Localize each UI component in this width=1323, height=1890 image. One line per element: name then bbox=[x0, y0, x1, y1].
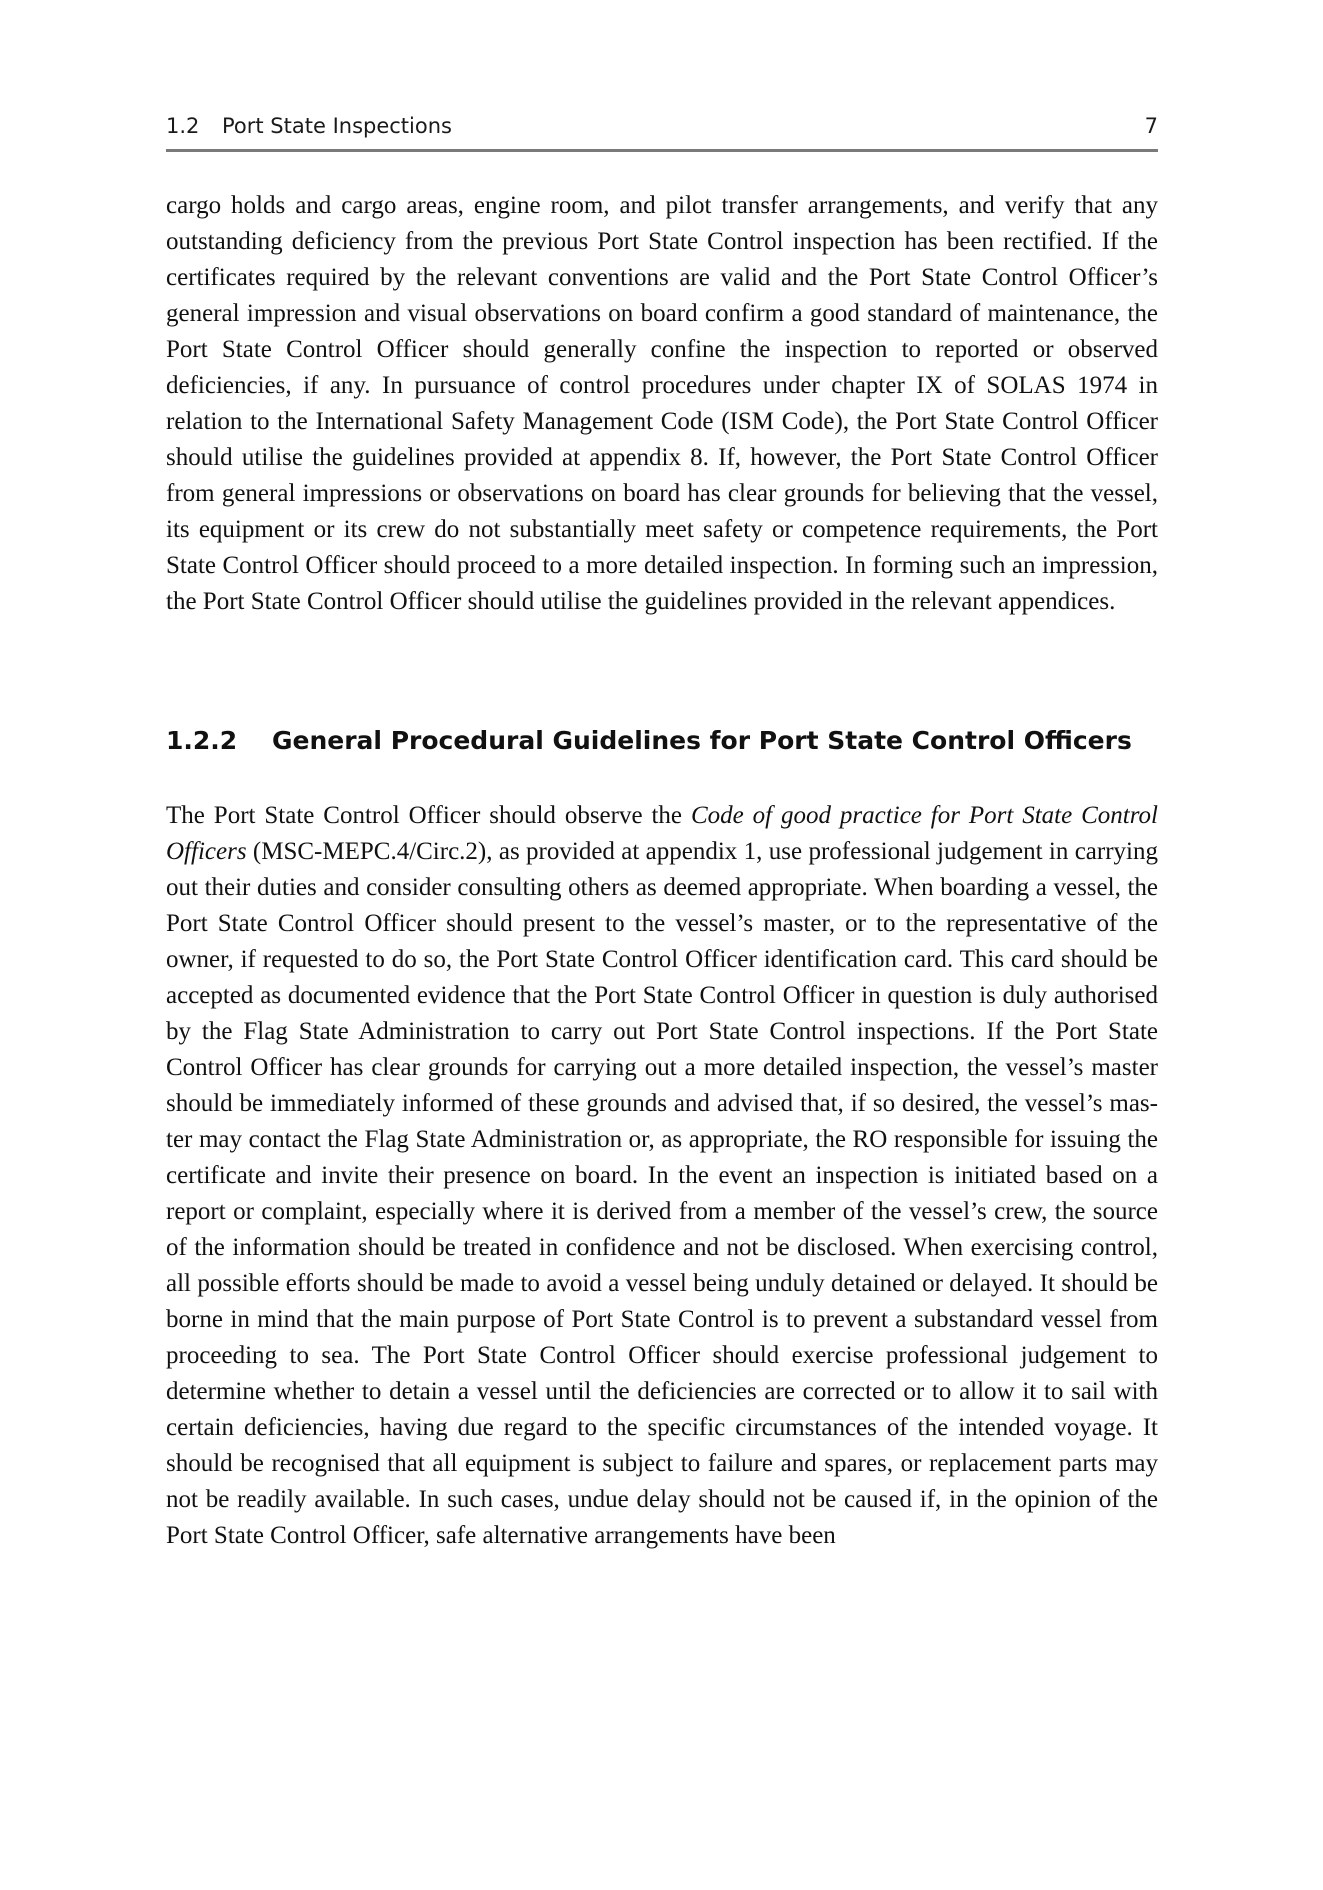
paragraph-procedural-guidelines bbox=[166, 798, 1158, 1554]
section-heading-title: General Procedural Guidelines for Port State Control Officers bbox=[272, 726, 1132, 755]
running-head-section-title: Port State Inspections bbox=[222, 114, 452, 138]
running-head-section-number: 1.2 bbox=[166, 114, 200, 138]
header-rule bbox=[166, 149, 1158, 152]
paragraph-body: (MSC-MEPC.4/Circ.2), as provided at appendix 1, use professional judgement in carrying out their duties and consider consulting others as deemed appropriate. When boarding a vessel, the Port State Control Officer should present to the vessel’s master, or to the representative of the owner, if requested to do so, the Port State Control Officer identification card. This card should be accepted as documented evidence that the Port State Control Officer in question is duly authorised by the Flag State Administration to carry out Port State Control inspections. If the Port State Control Officer has clear grounds for carrying out a more detailed inspection, the vessel’s master should be immediately informed of these grounds and advised that, if so desired, the vessel’s master may contact the Flag State Administration or, as appropriate, the RO responsible for issuing the certificate and invite their presence on board. In the event an inspection is initiated based on a report or complaint, especially where it is derived from a member of the vessel’s crew, the source of the information should be treated in confidence and not be disclosed. When exercising control, all possible efforts should be made to avoid a vessel being unduly detained or delayed. It should be borne in mind that the main purpose of Port State Control is to prevent a substandard vessel from proceeding to sea. The Port State Control Officer should exercise professional judgement to determine whether to detain a vessel until the deficiencies are corrected or to allow it to sail with certain deficiencies, having due regard to the specific circumstances of the intended voyage. It should be recognised that all equipment is subject to failure and spares, or replacement parts may not be readily available. In such cases, undue delay should not be caused if, in the opinion of the Port State Control Officer, safe alternative arrangements have been bbox=[166, 838, 1158, 1549]
code-title-italic: Code of good practice for Port State Control Officers bbox=[166, 802, 1158, 865]
paragraph-lead: The Port State Control Officer should observe the bbox=[166, 802, 691, 829]
paragraph-continued: cargo holds and cargo areas, engine room, and pilot transfer arrangements, and verify that any outstanding deficiency from the previous Port State Control inspection has been rectified. If the certificates required by the relevant conventions are valid and the Port State Control Officer’s general impression and visual observations on board confirm a good standard of maintenance, the Port State Control Officer should generally confine the inspection to reported or observed deficiencies, if any. In pursuance of control procedures under chapter IX of SOLAS 1974 in relation to the International Safety Management Code (ISM Code), the Port State Control Officer should utilise the guidelines provided at appendix 8. If, however, the Port State Control Officer from general impressions or observations on board has clear grounds for believing that the vessel, its equipment or its crew do not substantially meet safety or competence requirements, the Port State Control Officer should proceed to a more detailed inspection. In forming such an impression, the Port State Control Officer should utilise the guidelines provided in the relevant appendices. bbox=[166, 192, 1158, 615]
running-head bbox=[166, 112, 1158, 152]
section-heading-number: 1.2.2 bbox=[166, 726, 238, 755]
page-number: 7 bbox=[1144, 114, 1158, 138]
